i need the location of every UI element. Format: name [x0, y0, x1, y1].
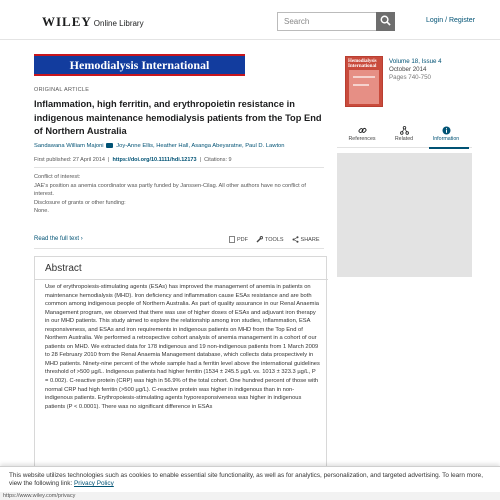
author-link[interactable]: Asanga Abeyaratne: [191, 143, 242, 149]
conflict-of-interest: [34, 173, 324, 216]
cover-title: Hemodialysis International: [348, 59, 377, 69]
journal-banner[interactable]: [34, 54, 245, 76]
abstract-heading: Abstract: [45, 263, 82, 274]
volume-link[interactable]: Volume 18, Issue 4: [389, 58, 442, 65]
tools-label: TOOLS: [265, 236, 284, 243]
author-link[interactable]: Joy-Anne Ellis: [116, 143, 153, 149]
citations-count[interactable]: Citations: 9: [204, 157, 232, 163]
network-icon: [383, 126, 425, 136]
divider: [34, 248, 324, 249]
tab-references-label: References: [348, 136, 376, 142]
tab-related-label: Related: [394, 136, 414, 142]
journal-cover[interactable]: [345, 56, 383, 107]
article-type: ORIGINAL ARTICLE: [34, 87, 90, 93]
top-header: [0, 0, 500, 40]
issue-pages: Pages 740-750: [389, 74, 431, 81]
sidebar-panel: [337, 153, 472, 277]
coi-label: Conflict of interest:: [34, 174, 81, 180]
cookie-message: This website utilizes technologies such as cookies to enable essential site functionality, as well as for analytics, personalization, and targeted advertising. To learn more, view the following link:: [9, 472, 483, 487]
tab-information[interactable]: [425, 126, 467, 142]
status-bar: [0, 492, 500, 500]
share-button[interactable]: [292, 236, 320, 243]
coi-text: JAE's position as anemia coordinator was partly funded by Janssen-Cilag. All other authors have no conflict of interest.: [34, 182, 306, 197]
funding-text: None.: [34, 208, 49, 214]
divider: [35, 279, 328, 280]
pdf-label: PDF: [237, 236, 248, 243]
pdf-button[interactable]: [229, 236, 248, 243]
issue-info: [389, 58, 442, 82]
cookie-banner: [0, 466, 500, 492]
abstract-text: Use of erythropoiesis-stimulating agents (ESAs) has improved the management of anemia in patients on maintenance hemodialysis (MHD). Iron deficiency and inflammation cause ESAs resistance and are both common among indigenous people of Northern Australia. As part of quality assurance in our Renal Anaemia Management program, we observed that there was use of higher doses of ESAs and adjuvant iron therapy in our MHD patients. This study aimed to explore the relationship among iron studies, inflammation, ESA responsiveness, and ESAs and iron requirements in indigenous patients on MHD from the Top End of Northern Australia. We performed a retrospective cohort analysis of anemia management in a cohort of our patients on MHD. We extracted data for 178 indigenous and 19 non-indigenous patients from 1 March 2009 to 28 February 2010 from the Renal Anaemia Management database, which collects data prospectively in MHD patients. Ninety-nine percent of the whole sample had a ferritin level above the international guidelines threshold of >500 µg/L. Indigenous patients had higher ferritin (1534 ± 245.5 µg/L vs. 1013 ± 323.3 µg/L, P = 0.002). C-reactive protein (CRP) was high in 56.9% of the total cohort. One hundred percent of those with normal CRP had high ferritin (>500 µg/L). C-reactive protein was higher in indigenous than in non-indigenous patients. Erythropoiesis-stimulating agents hyporesponsiveness was higher in indigenous patients (P < 0.0001). There was no significant difference in ESAs: [45, 284, 320, 410]
tab-references[interactable]: [341, 126, 383, 142]
issue-date: October 2014: [389, 66, 427, 73]
author-link[interactable]: Sandawana William Majoni: [34, 143, 104, 149]
search-button[interactable]: [376, 12, 395, 31]
active-tab-indicator: [429, 147, 469, 149]
email-icon[interactable]: [106, 143, 113, 148]
share-label: SHARE: [300, 236, 320, 243]
search-input[interactable]: Search: [277, 12, 377, 31]
tools-button[interactable]: [256, 236, 284, 243]
login-register-link[interactable]: Login / Register: [426, 17, 476, 24]
divider: [34, 167, 324, 168]
wrench-icon: [256, 236, 263, 243]
logo-main-text: WILEY: [42, 14, 92, 29]
wiley-logo[interactable]: [42, 14, 144, 30]
journal-banner-title: Hemodialysis International: [69, 58, 210, 72]
cookie-text: [9, 472, 494, 488]
search-icon: [380, 15, 391, 26]
abstract-section: [34, 256, 327, 476]
chevron-right-icon: ›: [80, 236, 83, 242]
privacy-policy-link[interactable]: Privacy Policy: [74, 480, 114, 487]
author-link[interactable]: Heather Hall: [156, 143, 189, 149]
pdf-icon: [229, 236, 235, 243]
info-icon: [425, 126, 467, 136]
tab-information-label: Information: [432, 136, 460, 142]
doi-link[interactable]: https://doi.org/10.1111/hdi.12173: [112, 157, 197, 163]
cover-image: [349, 70, 379, 104]
first-published-date: 27 April 2014: [72, 157, 105, 163]
tab-related[interactable]: [383, 126, 425, 142]
link-icon: [341, 126, 383, 136]
first-published-label: First published:: [34, 157, 72, 163]
article-toolbar: [229, 236, 320, 243]
share-icon: [292, 236, 299, 243]
author-link[interactable]: Paul D. Lawton: [245, 143, 285, 149]
logo-sub-text: Online Library: [93, 19, 144, 28]
article-title: Inflammation, high ferritin, and erythropoietin resistance in indigenous maintenance hemodialysis patients from the Top End of Northern Australia: [34, 99, 322, 136]
author-list: Sandawana William Majoni Joy-Anne Ellis, Heather Hall, Asanga Abeyaratne, Paul D. Lawton: [34, 143, 285, 149]
read-full-text-link[interactable]: [34, 236, 83, 242]
right-tabs: [337, 126, 472, 148]
status-url: https://www.wiley.com/privacy: [3, 493, 76, 499]
funding-label: Disclosure of grants or other funding:: [34, 199, 126, 206]
read-full-text-label: Read the full text: [34, 236, 80, 242]
publication-info: First published: 27 April 2014 | https://doi.org/10.1111/hdi.12173 | Citations: 9: [34, 157, 232, 163]
